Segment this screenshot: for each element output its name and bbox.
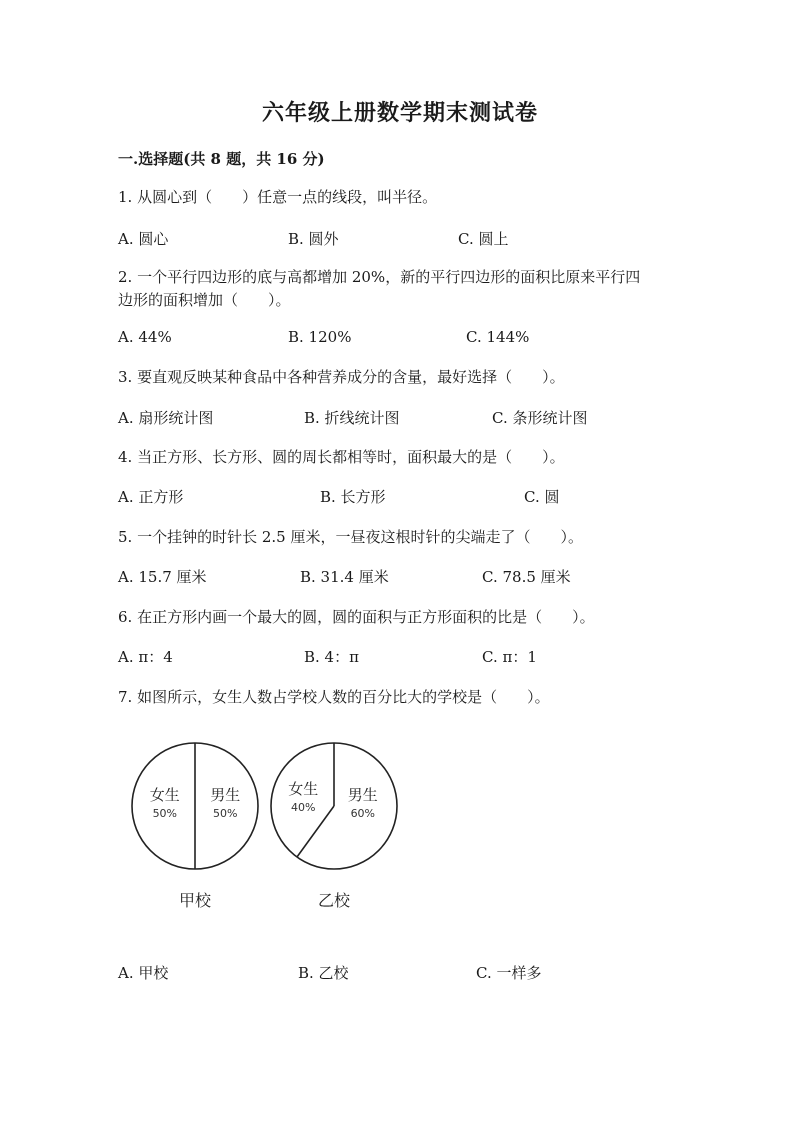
chart-2-label-female: 女生 [288,780,319,798]
chart-2-title: 乙校 [317,891,351,910]
section-heading: 一.选择题(共 8 题，共 16 分) [118,150,325,168]
chart-1-value-female: 50% [152,807,178,820]
question-4: 4. 当正方形、长方形、圆的周长都相等时，面积最大的是（ ）。 [118,448,565,466]
q5-option-a: A. 15.7 厘米 [118,568,207,586]
chart-2-value-female: 40% [290,801,316,814]
question-1: 1. 从圆心到（ ）任意一点的线段，叫半径。 [118,188,438,206]
chart-1-label-female: 女生 [149,786,180,804]
question-2-line-2: 边形的面积增加（ ）。 [118,291,291,309]
q5-option-c: C. 78.5 厘米 [482,568,571,586]
q7-option-c: C. 一样多 [476,964,542,982]
q4-option-b: B. 长方形 [320,488,386,506]
q6-option-b: B. 4：π [304,648,359,666]
q2-option-a: A. 44% [118,328,172,346]
question-7: 7. 如图所示，女生人数占学校人数的百分比大的学校是（ ）。 [118,688,550,706]
q1-option-c: C. 圆上 [458,230,509,248]
chart-2-value-male: 60% [350,807,376,820]
chart-1-title: 甲校 [178,891,212,910]
question-2-line-1: 2. 一个平行四边形的底与高都增加 20%，新的平行四边形的面积比原来平行四 [118,268,641,286]
q2-option-b: B. 120% [288,328,352,346]
q6-option-a: A. π：4 [118,648,173,666]
q2-option-c: C. 144% [466,328,530,346]
q4-option-a: A. 正方形 [118,488,184,506]
q3-option-b: B. 折线统计图 [304,409,400,427]
question-5: 5. 一个挂钟的时针长 2.5 厘米，一昼夜这根时针的尖端走了（ ）。 [118,528,583,546]
q1-option-a: A. 圆心 [118,230,169,248]
q7-option-a: A. 甲校 [118,964,169,982]
question-6: 6. 在正方形内画一个最大的圆，圆的面积与正方形面积的比是（ ）。 [118,608,595,626]
q5-option-b: B. 31.4 厘米 [300,568,389,586]
q7-option-b: B. 乙校 [298,964,349,982]
q6-option-c: C. π：1 [482,648,537,666]
q4-option-c: C. 圆 [524,488,560,506]
q1-option-b: B. 圆外 [288,230,339,248]
chart-1-label-male: 男生 [210,786,241,804]
chart-2-label-male: 男生 [347,786,378,804]
page-title: 六年级上册数学期末测试卷 [261,100,538,126]
question-3: 3. 要直观反映某种食品中各种营养成分的含量，最好选择（ ）。 [118,368,565,386]
q3-option-c: C. 条形统计图 [492,409,588,427]
chart-1-value-male: 50% [212,807,238,820]
pie-charts-figure [118,738,418,928]
q3-option-a: A. 扇形统计图 [118,409,214,427]
